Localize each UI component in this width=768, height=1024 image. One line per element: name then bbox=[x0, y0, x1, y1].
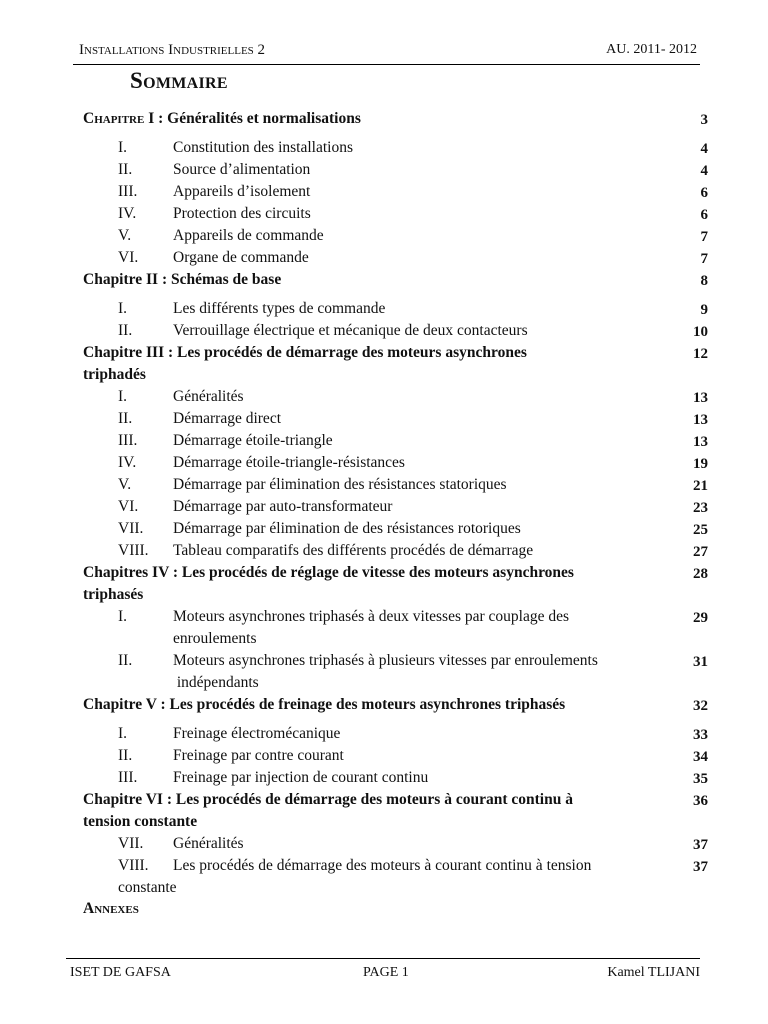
toc-chapter-title bbox=[83, 108, 361, 130]
toc-page-number: 6 bbox=[700, 185, 708, 201]
toc-page-number: 33 bbox=[693, 727, 708, 743]
toc-page-number: 29 bbox=[693, 610, 708, 626]
toc-section-title: Démarrage direct bbox=[173, 410, 282, 427]
toc-section-title: Organe de commande bbox=[173, 249, 309, 266]
toc-section-number: II. bbox=[118, 747, 133, 764]
toc-page-number: 21 bbox=[693, 478, 708, 494]
toc-section-title: Moteurs asynchrones triphasés à deux vitesses par couplage des bbox=[173, 608, 569, 625]
toc-page-number: 4 bbox=[700, 141, 708, 157]
toc-page-number: 34 bbox=[693, 749, 708, 765]
toc-page-number: 31 bbox=[693, 654, 708, 670]
toc-section-number: VI. bbox=[118, 498, 139, 515]
toc-section-number: I. bbox=[118, 139, 128, 156]
toc-page-number: 9 bbox=[700, 302, 708, 318]
toc-section-number: V. bbox=[118, 227, 132, 244]
toc-section-number: VIII. bbox=[118, 857, 149, 874]
toc-section-number: IV. bbox=[118, 205, 137, 222]
toc-page-number: 19 bbox=[693, 456, 708, 472]
toc-section-title: Démarrage étoile-triangle-résistances bbox=[173, 454, 405, 471]
toc-section-title: Les différents types de commande bbox=[173, 300, 386, 317]
toc-section-number: IV. bbox=[118, 454, 137, 471]
toc-section-number: VI. bbox=[118, 249, 139, 266]
toc-section-title-continued: enroulements bbox=[173, 630, 257, 647]
toc-page-number: 37 bbox=[693, 859, 708, 875]
toc-section-title: Appareils d’isolement bbox=[173, 183, 311, 200]
toc-page-number: 10 bbox=[693, 324, 708, 340]
toc-page-number: 12 bbox=[693, 346, 708, 362]
toc-section-title: Freinage électromécanique bbox=[173, 725, 341, 742]
toc-section-title: Verrouillage électrique et mécanique de deux contacteurs bbox=[173, 322, 528, 339]
toc-chapter-title: Chapitre III : Les procédés de démarrage des moteurs asynchrones bbox=[83, 344, 527, 361]
toc-section-title: Appareils de commande bbox=[173, 227, 324, 244]
toc-section-title: Tableau comparatifs des différents procédés de démarrage bbox=[173, 542, 534, 559]
toc-page-number: 8 bbox=[700, 273, 708, 289]
toc-page-number: 23 bbox=[693, 500, 708, 516]
toc-section-title: Freinage par contre courant bbox=[173, 747, 344, 764]
toc-page-number: 36 bbox=[693, 793, 708, 809]
page-header bbox=[73, 38, 700, 65]
toc-chapter-title: Chapitres IV : Les procédés de réglage de vitesse des moteurs asynchrones bbox=[83, 564, 574, 581]
toc-section-title: Moteurs asynchrones triphasés à plusieurs vitesses par enroulements bbox=[173, 652, 598, 669]
toc-chapter-keyword: Chapitre bbox=[83, 110, 145, 127]
toc-page-number: 7 bbox=[700, 251, 708, 267]
toc-section-number: III. bbox=[118, 769, 138, 786]
toc-section-number: III. bbox=[118, 432, 138, 449]
toc-page-number: 6 bbox=[700, 207, 708, 223]
toc-section-title: Source d’alimentation bbox=[173, 161, 311, 178]
toc-chapter-title: Chapitre V : Les procédés de freinage des moteurs asynchrones triphasés bbox=[83, 696, 566, 713]
toc-page-number: 13 bbox=[693, 412, 708, 428]
page-footer bbox=[66, 958, 700, 985]
toc-section-number: II. bbox=[118, 652, 133, 669]
toc-section-number: VII. bbox=[118, 520, 144, 537]
toc-section-title-continued: constante bbox=[118, 879, 177, 896]
toc-page-number: 3 bbox=[700, 112, 708, 128]
toc-chapter-title-continued: triphadés bbox=[83, 366, 146, 383]
toc-section-number: II. bbox=[118, 410, 133, 427]
author-name: Kamel TLIJANI bbox=[607, 965, 700, 980]
toc-section-number: VII. bbox=[118, 835, 144, 852]
toc-section-title: Généralités bbox=[173, 835, 244, 852]
toc-section-number: II. bbox=[118, 161, 133, 178]
toc-page-number: 7 bbox=[700, 229, 708, 245]
toc-chapter-title: Chapitre VI : Les procédés de démarrage des moteurs à courant continu à bbox=[83, 791, 573, 808]
institution-name: ISET DE GAFSA bbox=[70, 965, 171, 980]
toc-section-number: I. bbox=[118, 300, 128, 317]
toc-page-number: 28 bbox=[693, 566, 708, 582]
toc-section-number: I. bbox=[118, 608, 128, 625]
page-number: PAGE 1 bbox=[363, 965, 409, 980]
toc-chapter-title: Chapitre II : Schémas de base bbox=[83, 271, 282, 288]
toc-section-number: I. bbox=[118, 725, 128, 742]
toc-page-number: 37 bbox=[693, 837, 708, 853]
toc-section-title: Démarrage étoile-triangle bbox=[173, 432, 333, 449]
toc-section-title: Constitution des installations bbox=[173, 139, 353, 156]
toc-page-number: 13 bbox=[693, 390, 708, 406]
toc-chapter-title-continued: triphasés bbox=[83, 586, 144, 603]
toc-section-title: Les procédés de démarrage des moteurs à courant continu à tension bbox=[173, 857, 592, 874]
toc-section-number: VIII. bbox=[118, 542, 149, 559]
toc-page-number: 35 bbox=[693, 771, 708, 787]
toc-section-number: V. bbox=[118, 476, 132, 493]
toc-page-number: 27 bbox=[693, 544, 708, 560]
toc-section-title-continued: indépendants bbox=[173, 674, 259, 691]
toc-section-number: II. bbox=[118, 322, 133, 339]
toc-section-title: Protection des circuits bbox=[173, 205, 311, 222]
toc-section-title: Démarrage par élimination des résistances statoriques bbox=[173, 476, 507, 493]
toc-page-number: 4 bbox=[700, 163, 708, 179]
toc-section-title: Démarrage par auto-transformateur bbox=[173, 498, 393, 515]
toc-page-number: 13 bbox=[693, 434, 708, 450]
toc-section-number: I. bbox=[118, 388, 128, 405]
toc-chapter-title-continued: tension constante bbox=[83, 813, 198, 830]
course-title: Installations Industrielles 2 bbox=[79, 42, 266, 58]
toc-section-title: Freinage par injection de courant continu bbox=[173, 769, 429, 786]
toc-section-title: Généralités bbox=[173, 388, 244, 405]
toc-section-number: III. bbox=[118, 183, 138, 200]
academic-year: AU. 2011- 2012 bbox=[606, 42, 697, 57]
page-title: Sommaire bbox=[130, 68, 228, 93]
toc-page-number: 25 bbox=[693, 522, 708, 538]
toc-page-number: 32 bbox=[693, 698, 708, 714]
toc-annexes: Annexes bbox=[83, 900, 139, 917]
toc-chapter-rest: I : Généralités et normalisations bbox=[144, 110, 361, 127]
toc-section-title: Démarrage par élimination de des résistances rotoriques bbox=[173, 520, 521, 537]
